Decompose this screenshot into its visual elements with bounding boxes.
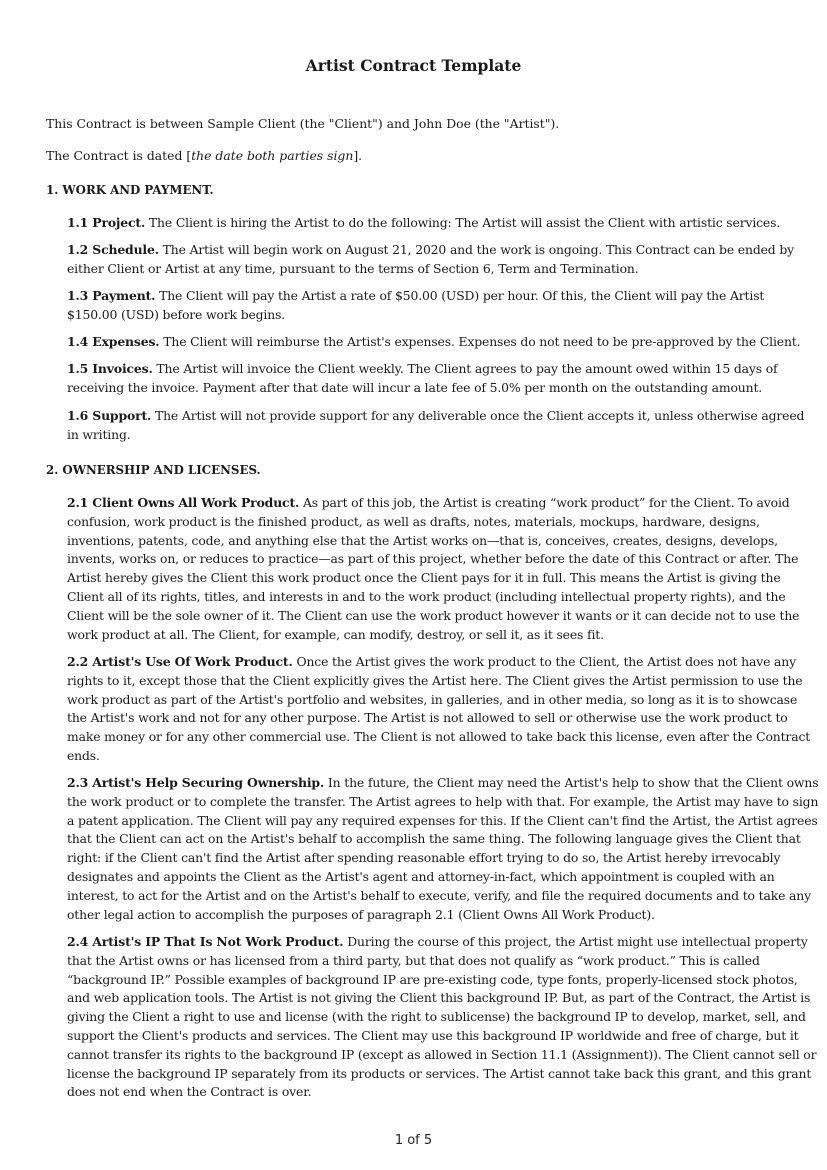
clause-line	[67, 849, 789, 868]
clause-text: make money or for any other commercial use. The Client is not allowed to take back this license, even after the Contract	[67, 729, 811, 745]
clause-heading: 2.1 Client Owns All Work Product.	[67, 495, 300, 510]
clause-text: does not end when the Contract is over.	[67, 1084, 312, 1100]
clause-text: The Artist will invoice the Client weekly. The Client agrees to pay the amount owed within 15 days of	[152, 361, 778, 376]
clause-text: invents, works on, or reduces to practice—as part of this project, whether before the date of this Contract or after. The	[67, 551, 799, 567]
clause-line	[67, 569, 789, 588]
clause-text: Client will be the sole owner of it. The Client can use the work product however it wants or it can decide not to use the	[67, 607, 800, 623]
clause-line	[67, 812, 818, 831]
clause-1-4	[67, 333, 801, 352]
clause-line	[67, 747, 789, 766]
clause-2-2	[67, 653, 811, 766]
clause-line	[67, 494, 789, 513]
clause-text: giving the Client a right to use and license (with the right to sublicense) the background IP to develop, market, sell, and	[67, 1009, 806, 1025]
clause-1-1	[67, 214, 789, 233]
clause-text: receiving the invoice. Payment after that date will incur a late fee of 5.0% per month on the outstanding amount.	[67, 379, 763, 395]
intro-date	[46, 146, 786, 165]
clause-line	[67, 532, 789, 551]
clause-line	[67, 933, 808, 952]
clause-text: work product as part of the Artist's portfolio and websites, in galleries, and in other media, so long as it is to showcase	[67, 691, 798, 707]
clause-text: $150.00 (USD) before work begins.	[67, 306, 286, 322]
clause-1-6	[67, 407, 805, 445]
clause-line	[67, 306, 789, 325]
clause-text: other legal action to accomplish the purposes of paragraph 2.1 (Client Owns All Work Product).	[67, 906, 655, 922]
clause-text: During the course of this project, the Artist might use intellectual property	[343, 934, 808, 949]
clause-heading: 2.4 Artist's IP That Is Not Work Product.	[67, 934, 344, 949]
clause-heading: 2.3 Artist's Help Securing Ownership.	[67, 775, 325, 790]
clause-line	[67, 1065, 812, 1084]
clause-line	[67, 513, 789, 532]
clause-2-3	[67, 774, 819, 924]
clause-text: In the future, the Client may need the Artist's help to show that the Client owns	[324, 775, 819, 790]
clause-text: and web application tools. The Artist is not giving the Client this background IP. But, as part of the Contract, the Artist is	[67, 990, 811, 1006]
clause-heading: 1.5 Invoices.	[67, 361, 153, 376]
clause-text: work product at all. The Client, for example, can modify, destroy, or sell it, as it sees fit.	[67, 626, 604, 642]
clause-line	[67, 550, 799, 569]
clause-line	[67, 830, 801, 849]
clause-heading: 2.2 Artist's Use Of Work Product.	[67, 654, 293, 669]
clause-text: support the Client's products and services. The Client may use this background IP worldwide and free of charge, but it	[67, 1027, 799, 1043]
clause-line	[67, 588, 789, 607]
clause-line	[67, 379, 789, 398]
clause-line	[67, 1046, 817, 1065]
section-heading-1: 1. WORK AND PAYMENT.	[46, 183, 214, 197]
clause-line	[67, 360, 789, 379]
clause-line	[67, 653, 796, 672]
clause-heading: 1.3 Payment.	[67, 288, 156, 303]
clause-text: the work product or to complete the transfer. The Artist agrees to help with that. For example, the Artist may have to sign	[67, 793, 819, 809]
clause-line	[67, 241, 794, 260]
clause-line	[67, 1027, 799, 1046]
clause-heading: 1.6 Support.	[67, 408, 152, 423]
clause-line	[67, 691, 798, 710]
date-placeholder: the date both parties sign	[191, 148, 354, 163]
clause-text: “background IP.” Possible examples of background IP are pre-existing code, type fonts, properly-licensed stock photos,	[67, 971, 798, 987]
clause-text: The Artist will not provide support for any deliverable once the Client accepts it, unless otherwise agreed	[151, 408, 805, 423]
clause-text: right: if the Client can't find the Artist after spending reasonable effort trying to do so, the Artist hereby irrevocably	[67, 850, 781, 866]
clause-line	[67, 672, 803, 691]
clause-line	[67, 728, 811, 747]
clause-1-5	[67, 360, 789, 398]
clause-text: Artist hereby gives the Client this work product once the Client pays for it in full. This means the Artist is giving the	[67, 570, 781, 586]
clause-text: Once the Artist gives the work product to the Client, the Artist does not have any	[292, 654, 796, 669]
clause-text: cannot transfer its rights to the background IP (except as allowed in Section 11.1 (Assignment)). The Client cannot sell or	[67, 1046, 817, 1062]
clause-text: the Artist's work and not for any other purpose. The Artist is not allowed to sell or otherwise use the work product to	[67, 710, 788, 726]
clause-text: inventions, patents, code, and anything else that the Artist works on—that is, conceives, creates, designs, develops,	[67, 532, 778, 548]
clause-line	[67, 1008, 806, 1027]
clause-line	[67, 407, 805, 426]
clause-text: a patent application. The Client will pay any required expenses for this. If the Client can't find the Artist, the Artist agrees	[67, 812, 818, 828]
clause-line	[67, 607, 800, 626]
clause-text: that the Client can act on the Artist's behalf to accomplish the same thing. The following language gives the Client that	[67, 831, 801, 847]
page-number: 1 of 5	[394, 1133, 433, 1148]
clause-text: interest, to act for the Artist and on the Artist's behalf to execute, verify, and file the required documents and to take any	[67, 887, 811, 903]
clause-line	[67, 971, 798, 990]
clause-line	[67, 989, 811, 1008]
clause-line	[67, 626, 789, 645]
clause-text: As part of this job, the Artist is creating “work product” for the Client. To avoid	[299, 495, 790, 510]
clause-line	[67, 906, 789, 925]
clause-2-4	[67, 933, 817, 1102]
clause-text: designates and appoints the Client as the Artist's agent and attorney-in-fact, which appointment is coupled with an	[67, 868, 775, 884]
clause-line	[67, 1083, 789, 1102]
clause-line	[67, 333, 801, 352]
clause-text: The Client will pay the Artist a rate of $50.00 (USD) per hour. Of this, the Client will pay the Artist	[155, 288, 765, 303]
clause-heading: 1.1 Project.	[67, 215, 146, 230]
clause-text: that the Artist owns or has licensed from a third party, but that does not qualify as “work product.” This is called	[67, 952, 760, 968]
clause-text: license the background IP separately from its products or services. The Artist cannot take back this grant, and this grant	[67, 1065, 812, 1081]
clause-line	[67, 709, 789, 728]
clause-text: rights to it, except those that the Client explicitly gives the Artist here. The Client gives the Artist permission to use the	[67, 672, 803, 688]
clause-line	[67, 793, 819, 812]
document-title: Artist Contract Template	[305, 56, 522, 75]
clause-line	[67, 887, 811, 906]
section-heading-2: 2. OWNERSHIP AND LICENSES.	[46, 463, 261, 477]
intro-parties: This Contract is between Sample Client (the "Client") and John Doe (the "Artist").	[46, 116, 560, 131]
clause-1-3	[67, 287, 789, 325]
clause-text: in writing.	[67, 426, 131, 442]
date-prefix: The Contract is dated [	[46, 148, 192, 163]
clause-line	[67, 952, 789, 971]
clause-line	[67, 426, 789, 445]
clause-text: The Client will reimburse the Artist's expenses. Expenses do not need to be pre-approved by the Client.	[159, 334, 801, 349]
clause-line	[67, 774, 819, 793]
clause-heading: 1.4 Expenses.	[67, 334, 160, 349]
clause-text: either Client or Artist at any time, pursuant to the terms of Section 6, Term and Termination.	[67, 260, 639, 276]
clause-text: The Client is hiring the Artist to do the following: The Artist will assist the Client with artistic services.	[145, 215, 781, 230]
clause-heading: 1.2 Schedule.	[67, 242, 159, 257]
clause-1-2	[67, 241, 794, 279]
clause-text: ends.	[67, 747, 100, 763]
date-suffix: ].	[353, 148, 363, 163]
clause-line	[67, 868, 789, 887]
clause-text: The Artist will begin work on August 21, 2020 and the work is ongoing. This Contract can be ended by	[158, 242, 794, 257]
clause-2-1	[67, 494, 800, 644]
clause-text: confusion, work product is the finished product, as well as drafts, notes, materials, mockups, hardware, designs,	[67, 513, 760, 529]
clause-line	[67, 260, 789, 279]
clause-text: Client all of its rights, titles, and interests in and to the work product (including intellectual property rights), and the	[67, 588, 786, 604]
clause-line	[67, 287, 789, 306]
clause-line	[67, 214, 789, 233]
